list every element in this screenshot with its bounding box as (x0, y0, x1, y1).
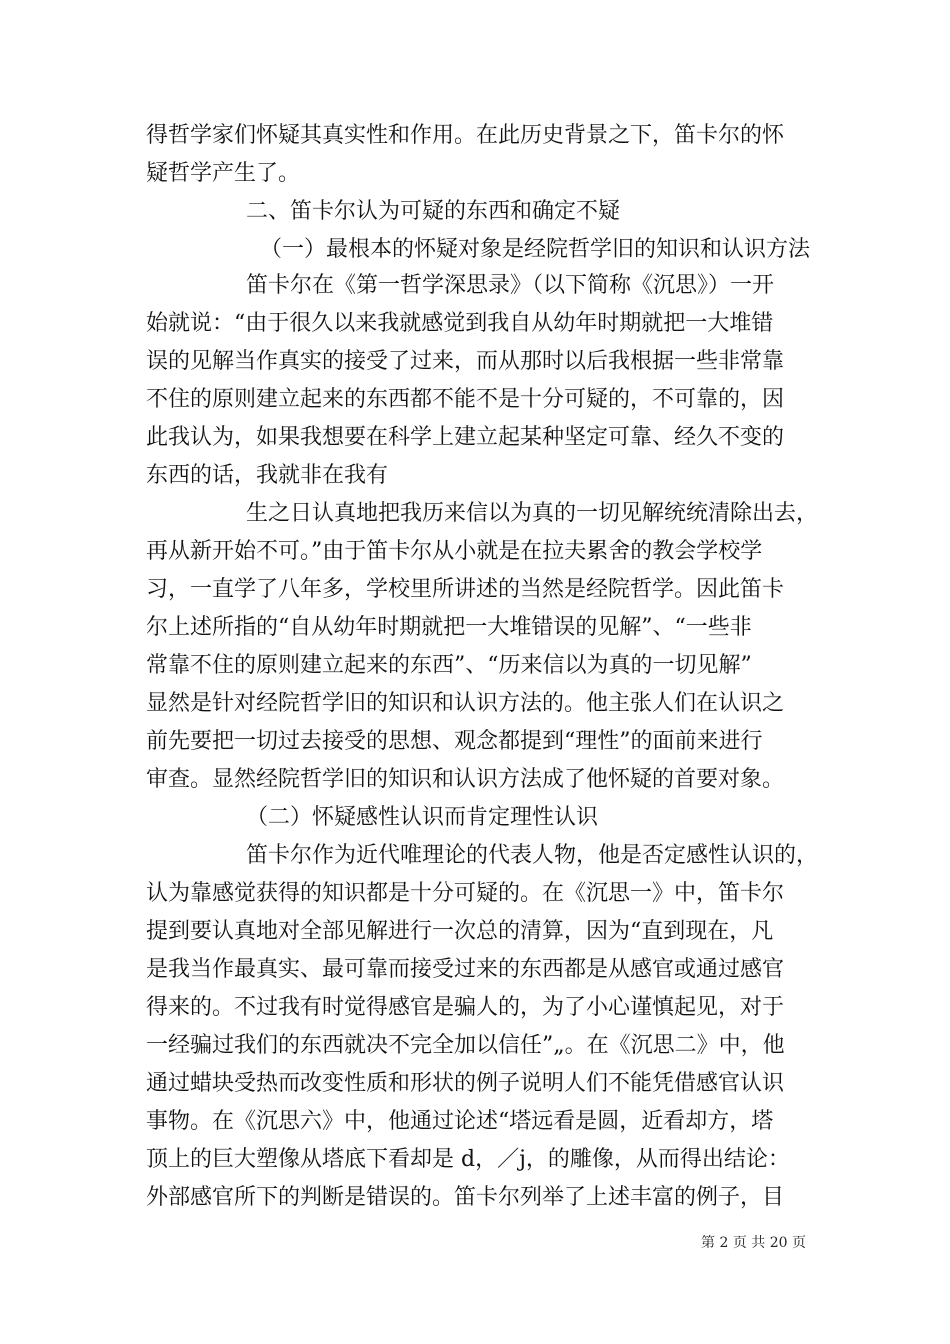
paragraph-line: 习，一直学了八年多，学校里所讲述的当然是经院哲学。因此笛卡 (146, 577, 785, 602)
paragraph-line: 不住的原则建立起来的东西都不能不是十分可疑的，不可靠的，因 (146, 387, 785, 412)
paragraph-line: 提到要认真地对全部见解进行一次总的清算，因为“直到现在，凡 (146, 919, 774, 944)
page-number-footer: 第 2 页 共 20 页 (701, 1235, 806, 1251)
paragraph-line: 通过蜡块受热而改变性质和形状的例子说明人们不能凭借感官认识 (146, 1071, 785, 1096)
paragraph-line: 误的见解当作真实的接受了过来，而从那时以后我根据一些非常靠 (146, 349, 785, 374)
paragraph-line: 常靠不住的原则建立起来的东西”、“历来信以为真的一切见解” (146, 653, 752, 678)
paragraph-line: 尔上述所指的“自从幼年时期就把一大堆错误的见解”、“一些非 (146, 615, 752, 640)
paragraph-line: 前先要把一切过去接受的思想、观念都提到“理性”的面前来进行 (146, 729, 763, 754)
paragraph-line: 笛卡尔在《第一哲学深思录》（以下简称《沉思》）一开 (246, 273, 775, 298)
paragraph-line: 再从新开始不可。”由于笛卡尔从小就是在拉夫累舍的教会学校学 (146, 539, 763, 564)
paragraph-line: 此我认为，如果我想要在科学上建立起某种坚定可靠、经久不变的 (146, 425, 785, 450)
paragraph-line: 笛卡尔作为近代唯理论的代表人物，他是否定感性认识的， (246, 843, 819, 868)
paragraph-line: 得来的。不过我有时觉得感官是骗人的，为了小心谨慎起见，对于 (146, 995, 785, 1020)
subsection-heading: （一）最根本的怀疑对象是经院哲学旧的知识和认识方法 (260, 237, 811, 262)
paragraph-line: 得哲学家们怀疑其真实性和作用。在此历史背景之下，笛卡尔的怀 (146, 123, 785, 148)
paragraph-line: 顶上的巨大塑像从塔底下看却是 d，／j，的雕像，从而得出结论： (146, 1147, 790, 1172)
paragraph-line: 生之日认真地把我历来信以为真的一切见解统统清除出去， (246, 501, 819, 526)
paragraph-line: 审查。显然经院哲学旧的知识和认识方法成了他怀疑的首要对象。 (146, 767, 785, 792)
paragraph-line: 疑哲学产生了。 (146, 161, 301, 186)
paragraph-line: 始就说：“由于很久以来我就感觉到我自从幼年时期就把一大堆错 (146, 311, 774, 336)
paragraph-line: 认为靠感觉获得的知识都是十分可疑的。在《沉思一》中，笛卡尔 (146, 881, 785, 906)
paragraph-line: 事物。在《沉思六》中，他通过论述“塔远看是圆，近看却方，塔 (146, 1109, 774, 1134)
section-heading: 二、笛卡尔认为可疑的东西和确定不疑 (246, 199, 621, 224)
paragraph-line: 显然是针对经院哲学旧的知识和认识方法的。他主张人们在认识之 (146, 691, 785, 716)
paragraph-line: 外部感官所下的判断是错误的。笛卡尔列举了上述丰富的例子，目 (146, 1185, 785, 1210)
paragraph-line: 是我当作最真实、最可靠而接受过来的东西都是从感官或通过感官 (146, 957, 785, 982)
paragraph-line: 东西的话，我就非在我有 (146, 463, 389, 488)
subsection-heading: （二）怀疑感性认识而肯定理性认识 (246, 805, 599, 830)
paragraph-line: 一经骗过我们的东西就决不完全加以信任”„。在《沉思二》中，他 (146, 1033, 785, 1058)
